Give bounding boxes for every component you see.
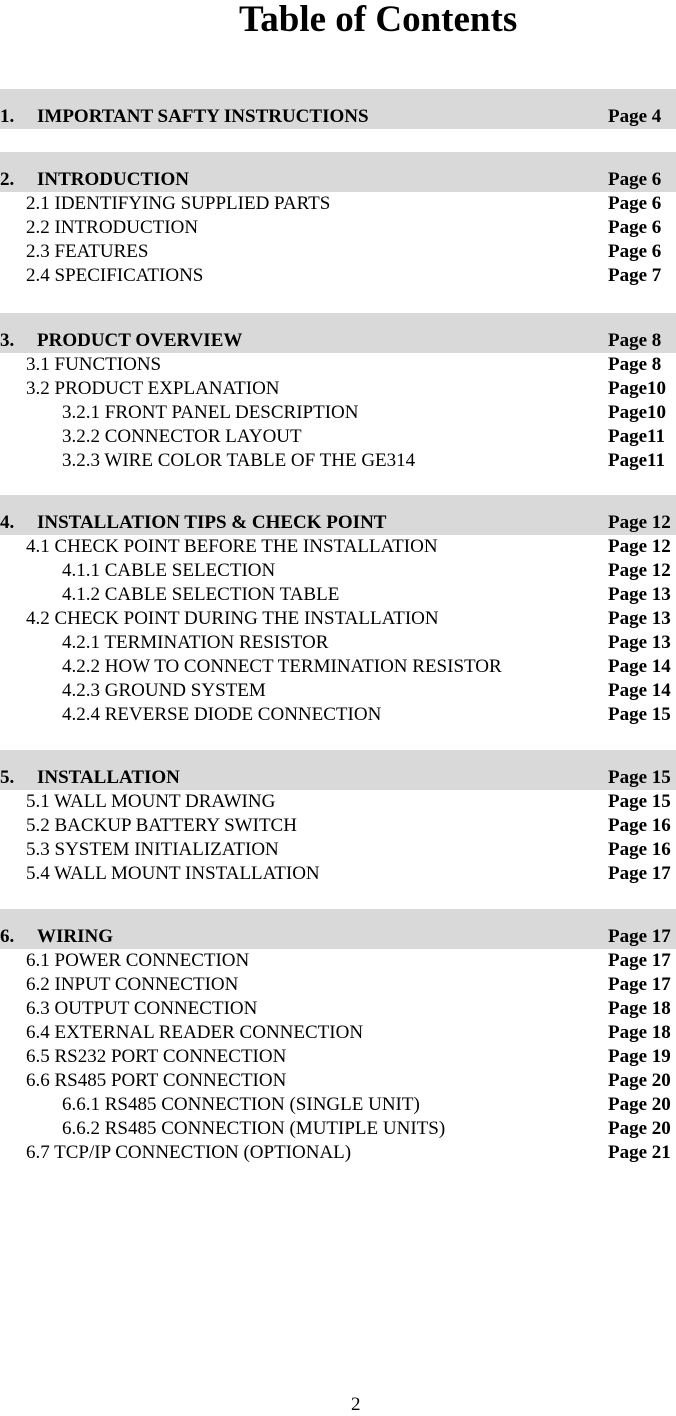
section-number: 1.: [0, 106, 15, 127]
entry-title: 3.2.2 CONNECTOR LAYOUT: [62, 426, 302, 447]
entry-title: 2.3 FEATURES: [26, 241, 149, 262]
section-number: 6.: [0, 926, 15, 947]
page-number: 2: [351, 1394, 361, 1415]
toc-subsection-row[interactable]: [0, 353, 676, 377]
entry-page-ref: Page 13: [608, 632, 671, 653]
entry-title: 6.4 EXTERNAL READER CONNECTION: [26, 1022, 364, 1043]
section-number: 3.: [0, 330, 15, 351]
entry-page-ref: Page 7: [608, 265, 662, 286]
entry-page-ref: Page 20: [608, 1118, 671, 1139]
entry-title: 6.3 OUTPUT CONNECTION: [26, 998, 258, 1019]
entry-page-ref: Page 15: [608, 791, 671, 812]
entry-page-ref: Page 8: [608, 354, 662, 375]
toc-subsection-row[interactable]: [0, 1021, 676, 1045]
toc-subsubsection-row[interactable]: [0, 679, 676, 703]
toc-subsubsection-row[interactable]: [0, 425, 676, 449]
entry-page-ref: Page10: [608, 378, 667, 399]
toc-section-row[interactable]: [0, 511, 676, 535]
section-title: IMPORTANT SAFTY INSTRUCTIONS: [37, 106, 369, 127]
toc-section-row[interactable]: [0, 766, 676, 790]
entry-title: 6.5 RS232 PORT CONNECTION: [26, 1046, 287, 1067]
entry-title: 3.2 PRODUCT EXPLANATION: [26, 378, 280, 399]
section-page-ref: Page 15: [608, 767, 671, 788]
section-title: INSTALLATION TIPS & CHECK POINT: [37, 512, 387, 533]
toc-section-row[interactable]: [0, 329, 676, 353]
entry-page-ref: Page 13: [608, 584, 671, 605]
entry-page-ref: Page 17: [608, 974, 671, 995]
entry-page-ref: Page 13: [608, 608, 671, 629]
entry-title: 5.4 WALL MOUNT INSTALLATION: [26, 863, 320, 884]
entry-title: 3.2.3 WIRE COLOR TABLE OF THE GE314: [62, 450, 416, 471]
entry-page-ref: Page 12: [608, 536, 671, 557]
entry-title: 6.6.1 RS485 CONNECTION (SINGLE UNIT): [62, 1094, 420, 1115]
toc-subsection-row[interactable]: [0, 790, 676, 814]
entry-page-ref: Page 17: [608, 863, 671, 884]
entry-page-ref: Page 16: [608, 839, 671, 860]
section-title: INTRODUCTION: [37, 169, 190, 190]
toc-subsection-row[interactable]: [0, 949, 676, 973]
section-page-ref: Page 8: [608, 330, 662, 351]
toc-subsubsection-row[interactable]: [0, 631, 676, 655]
entry-title: 2.1 IDENTIFYING SUPPLIED PARTS: [26, 193, 331, 214]
entry-title: 6.2 INPUT CONNECTION: [26, 974, 239, 995]
entry-page-ref: Page 19: [608, 1046, 671, 1067]
entry-title: 4.2.4 REVERSE DIODE CONNECTION: [62, 704, 382, 725]
entry-page-ref: Page 20: [608, 1094, 671, 1115]
toc-subsection-row[interactable]: [0, 264, 676, 288]
section-number: 4.: [0, 512, 15, 533]
section-number: 5.: [0, 767, 15, 788]
toc-subsection-row[interactable]: [0, 192, 676, 216]
entry-title: 6.6.2 RS485 CONNECTION (MUTIPLE UNITS): [62, 1118, 446, 1139]
entry-title: 4.2.3 GROUND SYSTEM: [62, 680, 266, 701]
section-number: 2.: [0, 169, 15, 190]
section-page-ref: Page 6: [608, 169, 662, 190]
entry-title: 2.2 INTRODUCTION: [26, 217, 199, 238]
toc-subsection-row[interactable]: [0, 838, 676, 862]
entry-page-ref: Page 16: [608, 815, 671, 836]
toc-subsection-row[interactable]: [0, 814, 676, 838]
toc-section-row[interactable]: [0, 168, 676, 192]
entry-page-ref: Page 17: [608, 950, 671, 971]
toc-subsection-row[interactable]: [0, 973, 676, 997]
entry-title: 4.1.1 CABLE SELECTION: [62, 560, 276, 581]
toc-section-row[interactable]: [0, 105, 676, 129]
entry-page-ref: Page 14: [608, 656, 671, 677]
toc-subsubsection-row[interactable]: [0, 655, 676, 679]
entry-title: 4.1.2 CABLE SELECTION TABLE: [62, 584, 340, 605]
toc-subsection-row[interactable]: [0, 1045, 676, 1069]
entry-title: 6.1 POWER CONNECTION: [26, 950, 250, 971]
entry-title: 3.1 FUNCTIONS: [26, 354, 162, 375]
entry-page-ref: Page 18: [608, 998, 671, 1019]
entry-page-ref: Page11: [608, 426, 665, 447]
entry-title: 4.1 CHECK POINT BEFORE THE INSTALLATION: [26, 536, 438, 557]
entry-title: 5.3 SYSTEM INITIALIZATION: [26, 839, 279, 860]
section-title: PRODUCT OVERVIEW: [37, 330, 243, 351]
entry-title: 4.2.2 HOW TO CONNECT TERMINATION RESISTOR: [62, 656, 502, 677]
toc-subsection-row[interactable]: [0, 862, 676, 886]
entry-title: 2.4 SPECIFICATIONS: [26, 265, 204, 286]
toc-subsection-row[interactable]: [0, 377, 676, 401]
toc-subsection-row[interactable]: [0, 240, 676, 264]
entry-title: 4.2.1 TERMINATION RESISTOR: [62, 632, 329, 653]
entry-title: 4.2 CHECK POINT DURING THE INSTALLATION: [26, 608, 439, 629]
entry-page-ref: Page 18: [608, 1022, 671, 1043]
section-title: INSTALLATION: [37, 767, 180, 788]
entry-page-ref: Page 6: [608, 217, 662, 238]
entry-page-ref: Page 12: [608, 560, 671, 581]
entry-page-ref: Page11: [608, 450, 665, 471]
entry-page-ref: Page 15: [608, 704, 671, 725]
section-title: WIRING: [37, 926, 114, 947]
toc-subsection-row[interactable]: [0, 535, 676, 559]
section-page-ref: Page 17: [608, 926, 671, 947]
toc-section-row[interactable]: [0, 925, 676, 949]
entry-page-ref: Page 14: [608, 680, 671, 701]
toc-subsubsection-row[interactable]: [0, 449, 676, 473]
entry-page-ref: Page 20: [608, 1070, 671, 1091]
page-title-text: Table of Contents: [239, 0, 518, 40]
entry-page-ref: Page10: [608, 402, 667, 423]
entry-title: 5.1 WALL MOUNT DRAWING: [26, 791, 276, 812]
toc-subsubsection-row[interactable]: [0, 703, 676, 727]
toc-subsection-row[interactable]: [0, 216, 676, 240]
toc-subsubsection-row[interactable]: [0, 583, 676, 607]
section-page-ref: Page 12: [608, 512, 671, 533]
toc-subsection-row[interactable]: [0, 1141, 676, 1165]
toc-subsubsection-row[interactable]: [0, 401, 676, 425]
entry-page-ref: Page 6: [608, 241, 662, 262]
toc-subsection-row[interactable]: [0, 607, 676, 631]
section-page-ref: Page 4: [608, 106, 662, 127]
toc-subsubsection-row[interactable]: [0, 559, 676, 583]
entry-title: 6.6 RS485 PORT CONNECTION: [26, 1070, 287, 1091]
entry-title: 3.2.1 FRONT PANEL DESCRIPTION: [62, 402, 359, 423]
entry-page-ref: Page 6: [608, 193, 662, 214]
toc-subsection-row[interactable]: [0, 997, 676, 1021]
entry-title: 5.2 BACKUP BATTERY SWITCH: [26, 815, 297, 836]
entry-page-ref: Page 21: [608, 1142, 671, 1163]
toc-subsection-row[interactable]: [0, 1069, 676, 1093]
toc-subsubsection-row[interactable]: [0, 1093, 676, 1117]
entry-title: 6.7 TCP/IP CONNECTION (OPTIONAL): [26, 1142, 352, 1163]
toc-subsubsection-row[interactable]: [0, 1117, 676, 1141]
